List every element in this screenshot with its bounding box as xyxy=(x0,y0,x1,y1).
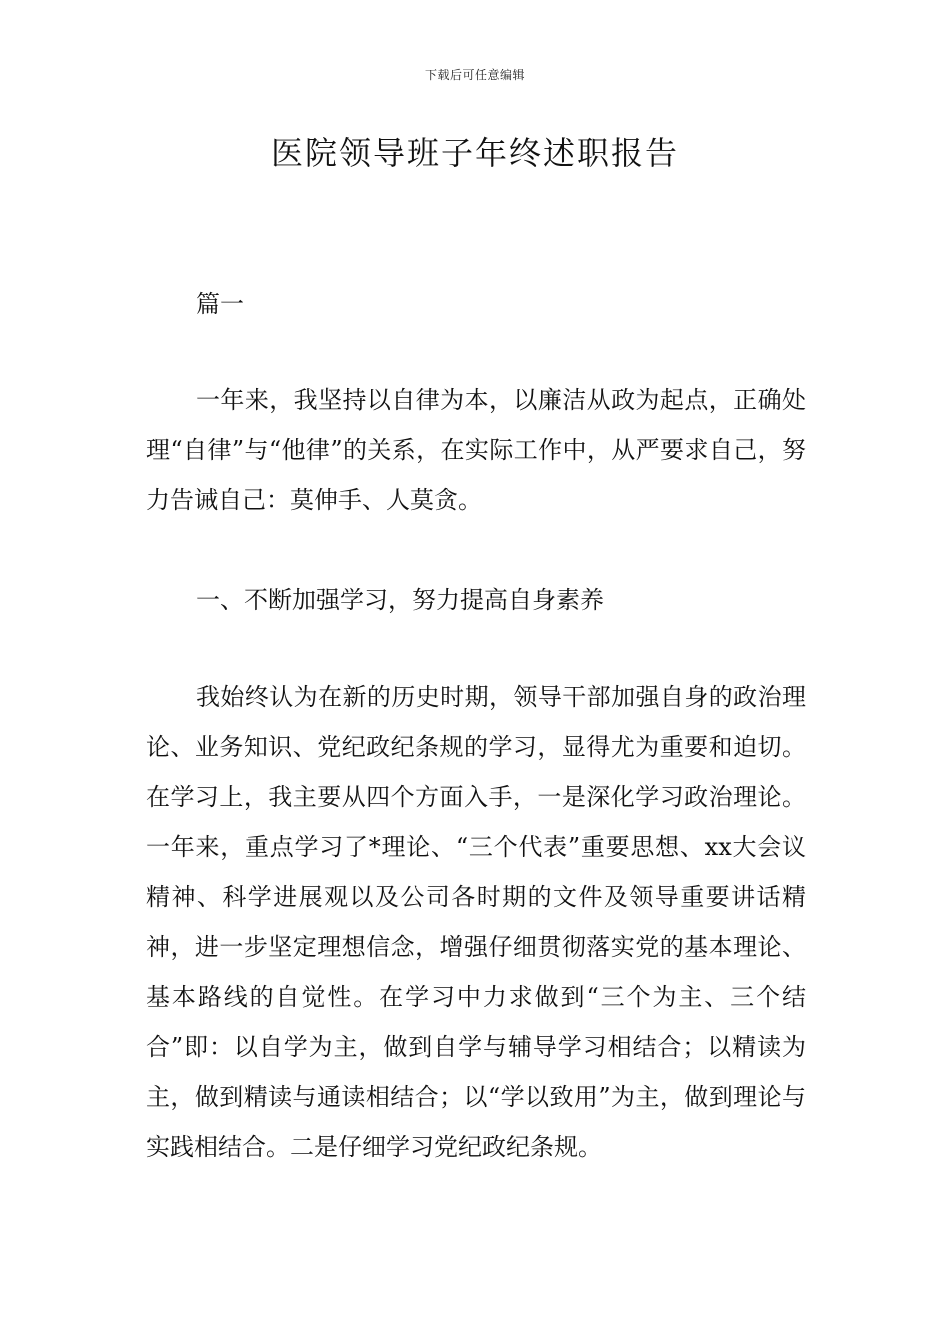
header-note: 下载后可任意编辑 xyxy=(424,68,525,82)
section-label: 篇一 xyxy=(196,290,244,318)
section-heading: 一、不断加强学习，努力提高自身素养 xyxy=(196,586,604,614)
document-title: 医院领导班子年终述职报告 xyxy=(270,134,679,172)
paragraph-study: 我始终认为在新的历史时期，领导干部加强自身的政治理论、业务知识、党纪政纪条规的学习，显得尤为重要和迫切。在学习上，我主要从四个方面入手，一是深化学习政治理论。一年来，重点学习了*理论、“三个代表”重要思想、xx大会议精神、科学进展观以及公司各时期的文件及领导重要讲话精神，进一步坚定理想信念，增强仔细贯彻落实党的基本理论、基本路线的自觉性。在学习中力求做到“三个为主、三个结合”即：以自学为主，做到自学与辅导学习相结合；以精读为主，做到精读与通读相结合；以“学以致用”为主，做到理论与实践相结合。二是仔细学习党纪政纪条规。 xyxy=(146,683,806,1161)
paragraph-intro: 一年来，我坚持以自律为本，以廉洁从政为起点，正确处理“自律”与“他律”的关系，在实际工作中，从严要求自己，努力告诫自己：莫伸手、人莫贪。 xyxy=(146,386,806,514)
